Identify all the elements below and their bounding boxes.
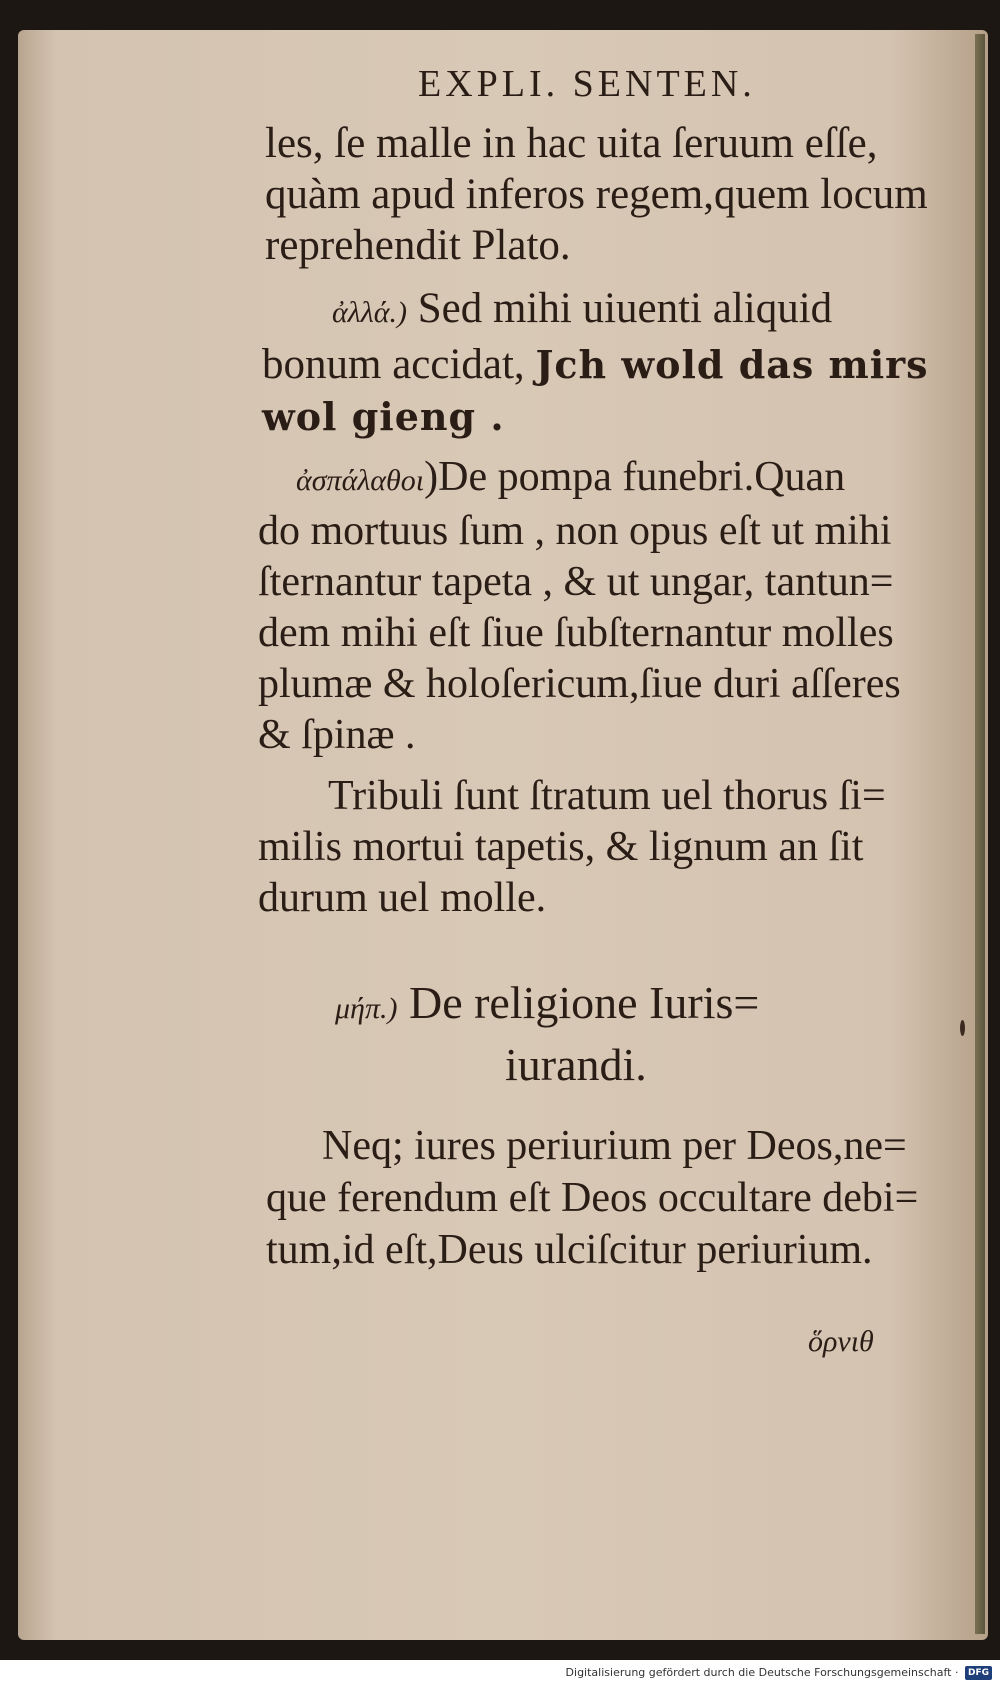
greek-lemma: μήπ.) xyxy=(335,992,398,1025)
text-line xyxy=(262,391,929,443)
running-header: EXPLI. SENTEN. xyxy=(418,63,756,105)
paragraph-2 xyxy=(262,283,929,443)
heading-text: De religione Iuris= xyxy=(408,977,760,1028)
text-line: dem mihi eſt ſiue ſubſternantur molles xyxy=(258,610,894,656)
german-gloss: Jch wold das mirs xyxy=(535,342,929,387)
text-line: milis mortui tapetis, & lignum an ſit xyxy=(258,824,864,870)
text-line xyxy=(262,339,929,391)
text-line xyxy=(258,771,886,822)
dfg-logo: DFG xyxy=(965,1666,992,1680)
paragraph-5 xyxy=(266,1120,918,1276)
german-gloss: wol gieng . xyxy=(262,394,505,439)
ink-mark xyxy=(960,1020,965,1036)
text-line: ſternantur tapeta , & ut ungar, tantun= xyxy=(258,559,894,605)
text-line: tum,id eſt,Deus ulciſcitur periurium. xyxy=(266,1227,873,1273)
text-line: que ferendum eſt Deos occultare debi= xyxy=(266,1175,919,1221)
paragraph-4 xyxy=(258,771,886,924)
text-line: durum uel molle. xyxy=(258,875,547,921)
heading-text: iurandi. xyxy=(505,1039,647,1090)
footer-text: Digitalisierung gefördert durch die Deutsche Forschungsgemeinschaft xyxy=(565,1666,952,1679)
text-line xyxy=(262,283,929,339)
section-heading xyxy=(335,975,759,1093)
text-segment: Neq; iures periurium per Deos,ne= xyxy=(322,1123,907,1169)
greek-lemma: ἀλλά.) xyxy=(332,296,407,329)
paragraph-1 xyxy=(265,118,928,271)
text-line xyxy=(258,452,901,506)
text-line: quàm apud inferos regem,quem locum xyxy=(265,171,928,218)
text-segment: bonum accidat, xyxy=(262,341,525,388)
text-line xyxy=(266,1120,918,1172)
text-segment: Tribuli ſunt ſtratum uel thorus ſi= xyxy=(328,773,886,819)
text-line: & ſpinæ . xyxy=(258,712,416,758)
paragraph-3 xyxy=(258,452,901,761)
catchword: ὅρνιθ xyxy=(808,1325,874,1358)
text-line: do mortuus ſum , non opus eſt ut mihi xyxy=(258,508,892,554)
text-line: les, ſe malle in hac uita ſeruum eſſe, xyxy=(265,120,878,167)
text-line xyxy=(335,975,759,1037)
text-line: reprehendit Plato. xyxy=(265,222,571,269)
text-segment: Sed mihi uiuenti aliquid xyxy=(417,285,833,332)
page-edge xyxy=(975,34,985,1634)
text-line: plumæ & holoſericum,ſiue duri aſſeres xyxy=(258,661,901,707)
greek-lemma: ἀσπάλαθοι xyxy=(296,464,425,497)
digitization-footer: Digitalisierung gefördert durch die Deutsche Forschungsgemeinschaft · DFG xyxy=(0,1660,1000,1685)
text-segment: )De pompa funebri.Quan xyxy=(424,454,846,500)
